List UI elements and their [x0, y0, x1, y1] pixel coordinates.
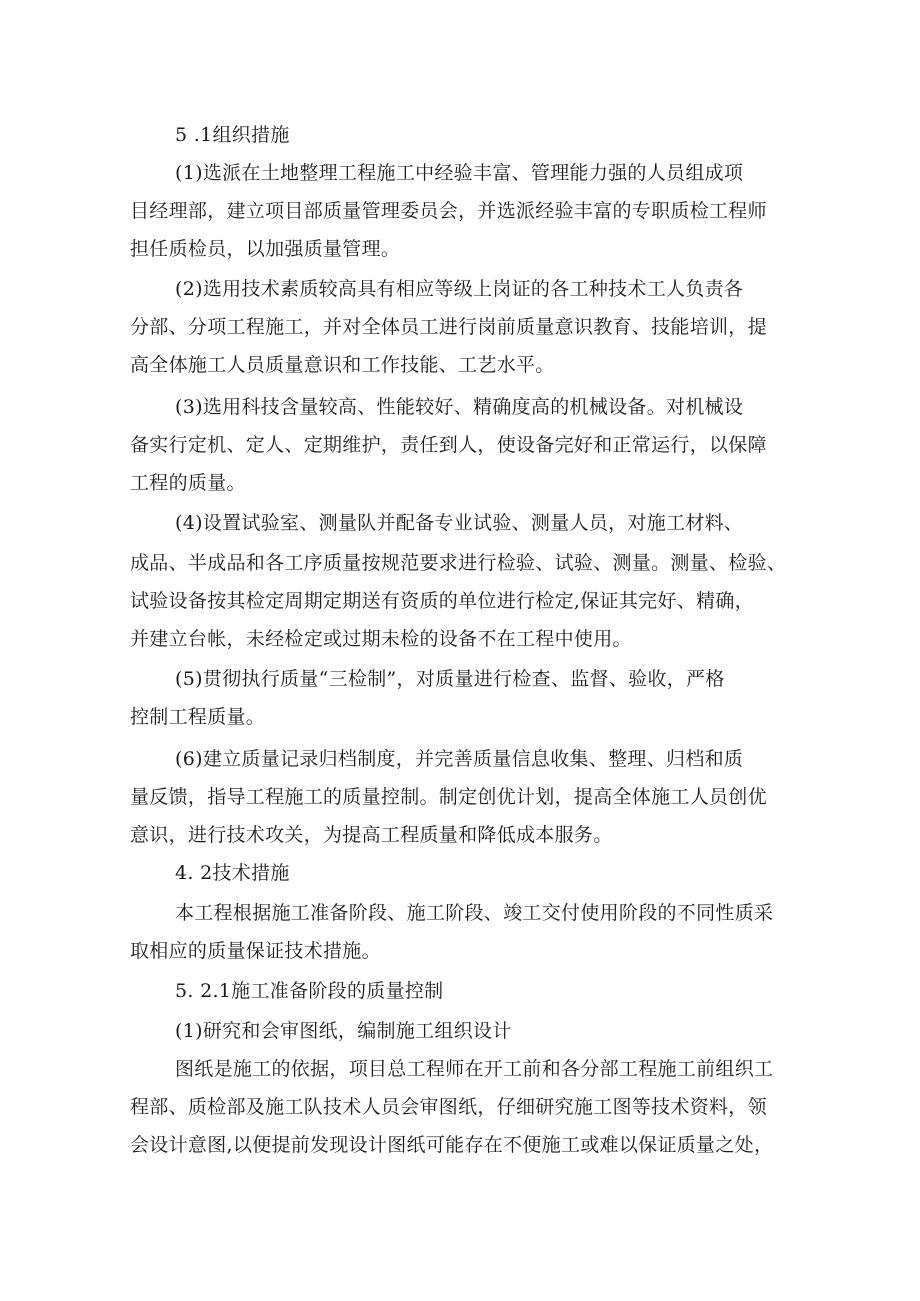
- paragraph-line: 目经理部，建立项目部质量管理委员会，并选派经验丰富的专职质检工程师: [130, 200, 767, 222]
- paragraph-line: (6)建立质量记录归档制度，并完善质量信息收集、整理、归档和质: [175, 748, 744, 770]
- paragraph-line: 工程的质量。: [130, 472, 246, 494]
- paragraph-line: 分部、分项工程施工，并对全体员工进行岗前质量意识教育、技能培训，提: [130, 316, 767, 338]
- paragraph-line: 备实行定机、定人、定期维护，责任到人，使设备完好和正常运行，以保障: [130, 434, 767, 456]
- paragraph-line: (1)选派在土地整理工程施工中经验丰富、管理能力强的人员组成项: [175, 162, 744, 184]
- paragraph-line: 试验设备按其检定周期定期送有资质的单位进行检定,保证其完好、精确，: [130, 590, 754, 612]
- paragraph-line: (4)设置试验室、测量队并配备专业试验、测量人员，对施工材料、: [175, 512, 744, 534]
- paragraph-line: 本工程根据施工准备阶段、施工阶段、竣工交付使用阶段的不同性质采: [175, 902, 774, 924]
- paragraph-line: 取相应的质量保证技术措施。: [130, 940, 381, 962]
- section-heading-5-2-1: 5. 2.1施工准备阶段的质量控制: [175, 980, 444, 1002]
- paragraph-line: 高全体施工人员质量意识和工作技能、工艺水平。: [130, 354, 555, 376]
- paragraph-line: (5)贯彻执行质量“三检制”，对质量进行检查、监督、验收，严格: [175, 668, 725, 690]
- paragraph-line: 程部、质检部及施工队技术人员会审图纸，仔细研究施工图等技术资料，领: [130, 1096, 767, 1118]
- paragraph-line: (2)选用技术素质较高具有相应等级上岗证的各工种技术工人负责各: [175, 278, 744, 300]
- section-heading-4-2: 4. 2技术措施: [175, 862, 290, 884]
- paragraph-line: 图纸是施工的依据，项目总工程师在开工前和各分部工程施工前组织工: [175, 1058, 774, 1080]
- paragraph-line: 并建立台帐，未经检定或过期未检的设备不在工程中使用。: [130, 628, 632, 650]
- paragraph-line: 意识，进行技术攻关，为提高工程质量和降低成本服务。: [130, 824, 613, 846]
- paragraph-line: (3)选用科技含量较高、性能较好、精确度高的机械设备。对机械设: [175, 396, 744, 418]
- paragraph-line: (1)研究和会审图纸，编制施工组织设计: [175, 1020, 512, 1042]
- paragraph-line: 控制工程质量。: [130, 706, 266, 728]
- paragraph-line: 量反馈，指导工程施工的质量控制。制定创优计划，提高全体施工人员创优: [130, 786, 767, 808]
- paragraph-line: 担任质检员，以加强质量管理。: [130, 238, 401, 260]
- paragraph-line: 会设计意图,以便提前发现设计图纸可能存在不便施工或难以保证质量之处，: [130, 1134, 774, 1156]
- section-heading-5-1: 5 .1组织措施: [175, 124, 290, 146]
- paragraph-line: 成品、半成品和各工序质量按规范要求进行检验、试验、测量。测量、检验、: [130, 552, 787, 574]
